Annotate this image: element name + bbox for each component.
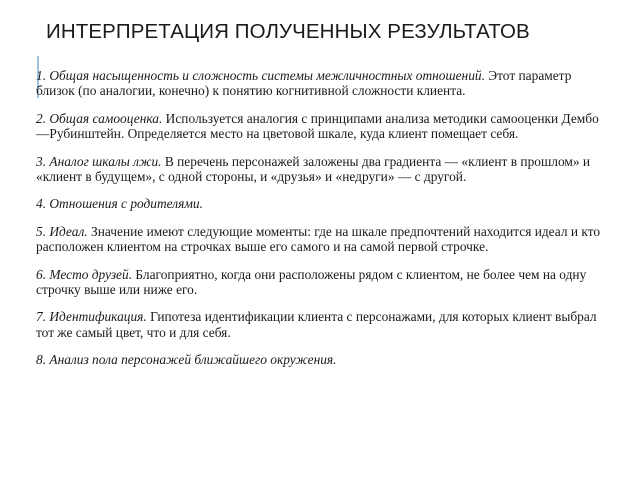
- item-text: Значение имеют следующие моменты: где на шкале предпочтений находится идеал и кто расположен клиентом на строчках выше его самого и на самой первой строчке.: [36, 223, 601, 255]
- list-item: [36, 224, 606, 255]
- list-item: [36, 352, 606, 367]
- slide-body: [36, 68, 606, 380]
- list-item: [36, 267, 606, 298]
- item-lead: 8. Анализ пола персонажей ближайшего окружения.: [36, 352, 337, 368]
- list-item: [36, 309, 606, 340]
- list-item: [36, 154, 606, 185]
- item-text: Этот параметр близок (по аналогии, конечно) к понятию когнитивной сложности клиента.: [36, 68, 572, 99]
- item-lead: 2. Общая самооценка.: [36, 110, 163, 126]
- item-text: В перечень персонажей заложены два градиента — «клиент в прошлом» и «клиент в будущем», с одной стороны, и «друзья» и «недруги» — с другой.: [36, 153, 591, 185]
- item-text: Гипотеза идентификации клиента с персонажами, для которых клиент выбрал тот же самый цвет, что и для себя.: [36, 309, 597, 340]
- item-lead: 7. Идентификация.: [36, 309, 147, 325]
- list-item: [36, 68, 606, 99]
- item-lead: 3. Аналог шкалы лжи.: [36, 153, 162, 169]
- item-text: Используется аналогия с принципами анализа методики самооценки Дембо—Рубинштейн. Определяется место на цветовой шкале, куда клиент помещает себя.: [36, 110, 599, 142]
- slide-title: ИНТЕРПРЕТАЦИЯ ПОЛУЧЕННЫХ РЕЗУЛЬТАТОВ: [46, 20, 530, 43]
- list-item: [36, 111, 606, 142]
- item-lead: 4. Отношения с родителями.: [36, 196, 203, 212]
- item-lead: 1. Общая насыщенность и сложность системы межличностных отношений.: [36, 68, 485, 83]
- item-lead: 6. Место друзей.: [36, 266, 133, 282]
- list-item: [36, 196, 606, 211]
- item-text: Благоприятно, когда они расположены рядом с клиентом, не более чем на одну строчку выше или ниже его.: [36, 266, 587, 298]
- item-lead: 5. Идеал.: [36, 223, 88, 239]
